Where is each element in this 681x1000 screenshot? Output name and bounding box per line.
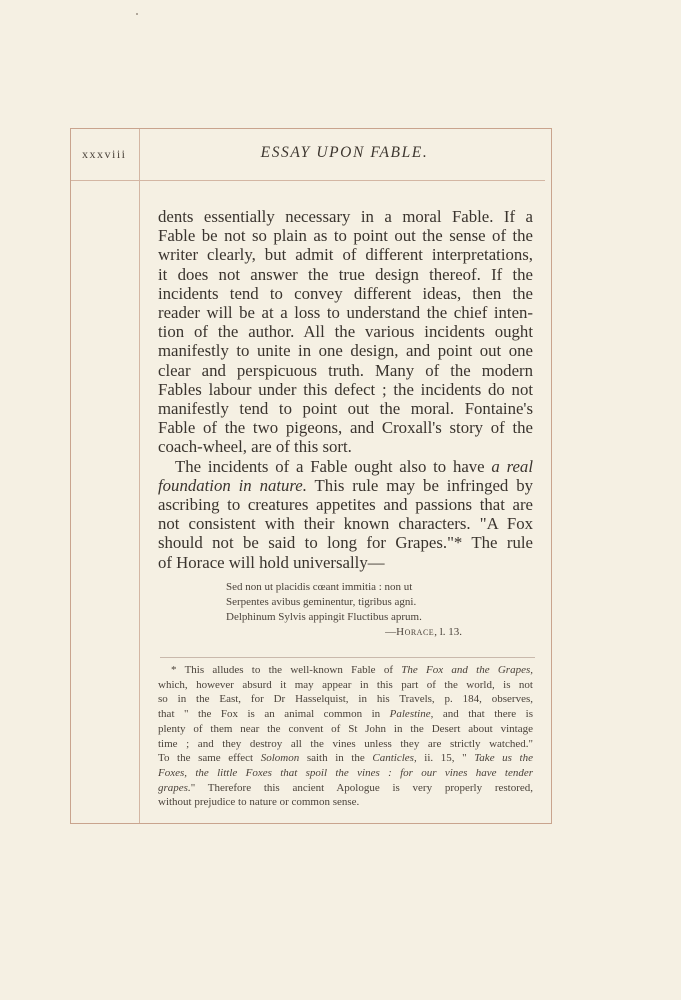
italic-phrase: Take us the <box>474 752 533 765</box>
text-run: saith in the <box>299 752 373 765</box>
footnote-line: without prejudice to nature or common sense. <box>158 796 360 809</box>
body-line: manifestly tend to point out the moral. Fontaine's <box>158 399 533 419</box>
body-line: incidents tend to convey different ideas, then the <box>158 283 533 303</box>
footnote-line <box>158 751 533 766</box>
footnote-rule <box>160 657 535 658</box>
quote-line: Sed non ut placidis cœant immitia : non ut <box>226 581 413 593</box>
latin-quotation <box>226 580 466 640</box>
paragraph-line: ascribing to creatures appetites and passions that are <box>158 495 533 515</box>
text-run: that " the Fox is an animal common in <box>158 708 390 721</box>
footnote-line <box>158 663 533 678</box>
text-run: * This alludes to the well-known Fable of <box>171 664 402 676</box>
paragraph-line: not consistent with their known characters. "A Fox <box>158 514 533 534</box>
body-line: reader will be at a loss to understand the chief inten- <box>158 303 533 323</box>
body-line: Fable be not so plain as to point out the sense of the <box>158 226 533 246</box>
body-line: Fable of the two pigeons, and Croxall's story of the <box>158 418 533 438</box>
page-number: xxxviii <box>82 147 127 161</box>
footnote <box>158 663 533 810</box>
footnote-line: time ; and they destroy all the vines unless they are strictly watched." <box>158 737 533 750</box>
header-rule <box>71 180 545 181</box>
text-run: This rule may be infringed by <box>306 475 533 495</box>
quote-line: Serpentes avibus geminentur, tigribus agni. <box>226 596 417 608</box>
italic-phrase: Solomon <box>260 752 300 765</box>
text-run: To the same effect <box>158 752 261 765</box>
footnote-line: so in the East, for Dr Hasselquist, in his Travels, p. 184, observes, <box>158 693 533 706</box>
text-run: The incidents of a Fable ought also to have <box>175 456 492 476</box>
paragraph-line: of Horace will hold universally— <box>158 552 385 572</box>
italic-phrase: The Fox and the Grapes, <box>401 664 533 676</box>
paragraph-line <box>158 476 533 495</box>
margin-rule <box>139 129 140 823</box>
text-run: , l. 13. <box>434 626 462 638</box>
body-line: writer clearly, but admit of different interpretations, <box>158 245 533 265</box>
body-line: dents essentially necessary in a moral Fable. If a <box>158 207 533 226</box>
body-line: clear and perspicuous truth. Many of the modern <box>158 360 533 380</box>
italic-phrase: a real <box>491 456 533 476</box>
footnote-line <box>158 766 533 781</box>
paper-speck <box>136 13 138 15</box>
footnote-line: which, however absurd it may appear in this part of the world, is not <box>158 678 533 691</box>
paragraph-line: should not be said to long for Grapes."* The rule <box>158 533 533 553</box>
author-name: Horace <box>396 626 435 638</box>
quote-attribution <box>226 625 466 640</box>
text-run: ii. 15, " <box>416 752 475 765</box>
quote-line: Delphinum Sylvis appingit Fluctibus aprum. <box>226 611 422 623</box>
italic-phrase: foundation in nature. <box>158 475 307 495</box>
footnote-line: plenty of them near the convent of St John in the Desert about vintage <box>158 722 533 735</box>
italic-phrase: Canticles, <box>372 752 417 765</box>
paragraph-line <box>158 457 533 476</box>
body-line: tion of the author. All the various incidents ought <box>158 322 533 342</box>
body-text <box>158 207 533 572</box>
running-head: ESSAY UPON FABLE. <box>260 144 429 161</box>
body-line: manifestly to unite in one design, and point out one <box>158 341 533 361</box>
text-run: and that there is <box>433 708 533 721</box>
italic-phrase: Foxes, the little Foxes that spoil the vines : for our vines have tender <box>158 766 533 779</box>
italic-phrase: Palestine, <box>389 708 434 721</box>
text-run: — <box>385 626 397 638</box>
body-line: coach-wheel, are of this sort. <box>158 437 352 457</box>
footnote-line <box>158 707 533 722</box>
footnote-line <box>158 781 533 796</box>
body-line: it does not answer the true design thereof. If the <box>158 264 533 284</box>
body-line: Fables labour under this defect ; the incidents do not <box>158 379 533 399</box>
italic-phrase: grapes. <box>158 781 191 794</box>
text-run: " Therefore this ancient Apologue is very properly restored, <box>190 781 533 794</box>
